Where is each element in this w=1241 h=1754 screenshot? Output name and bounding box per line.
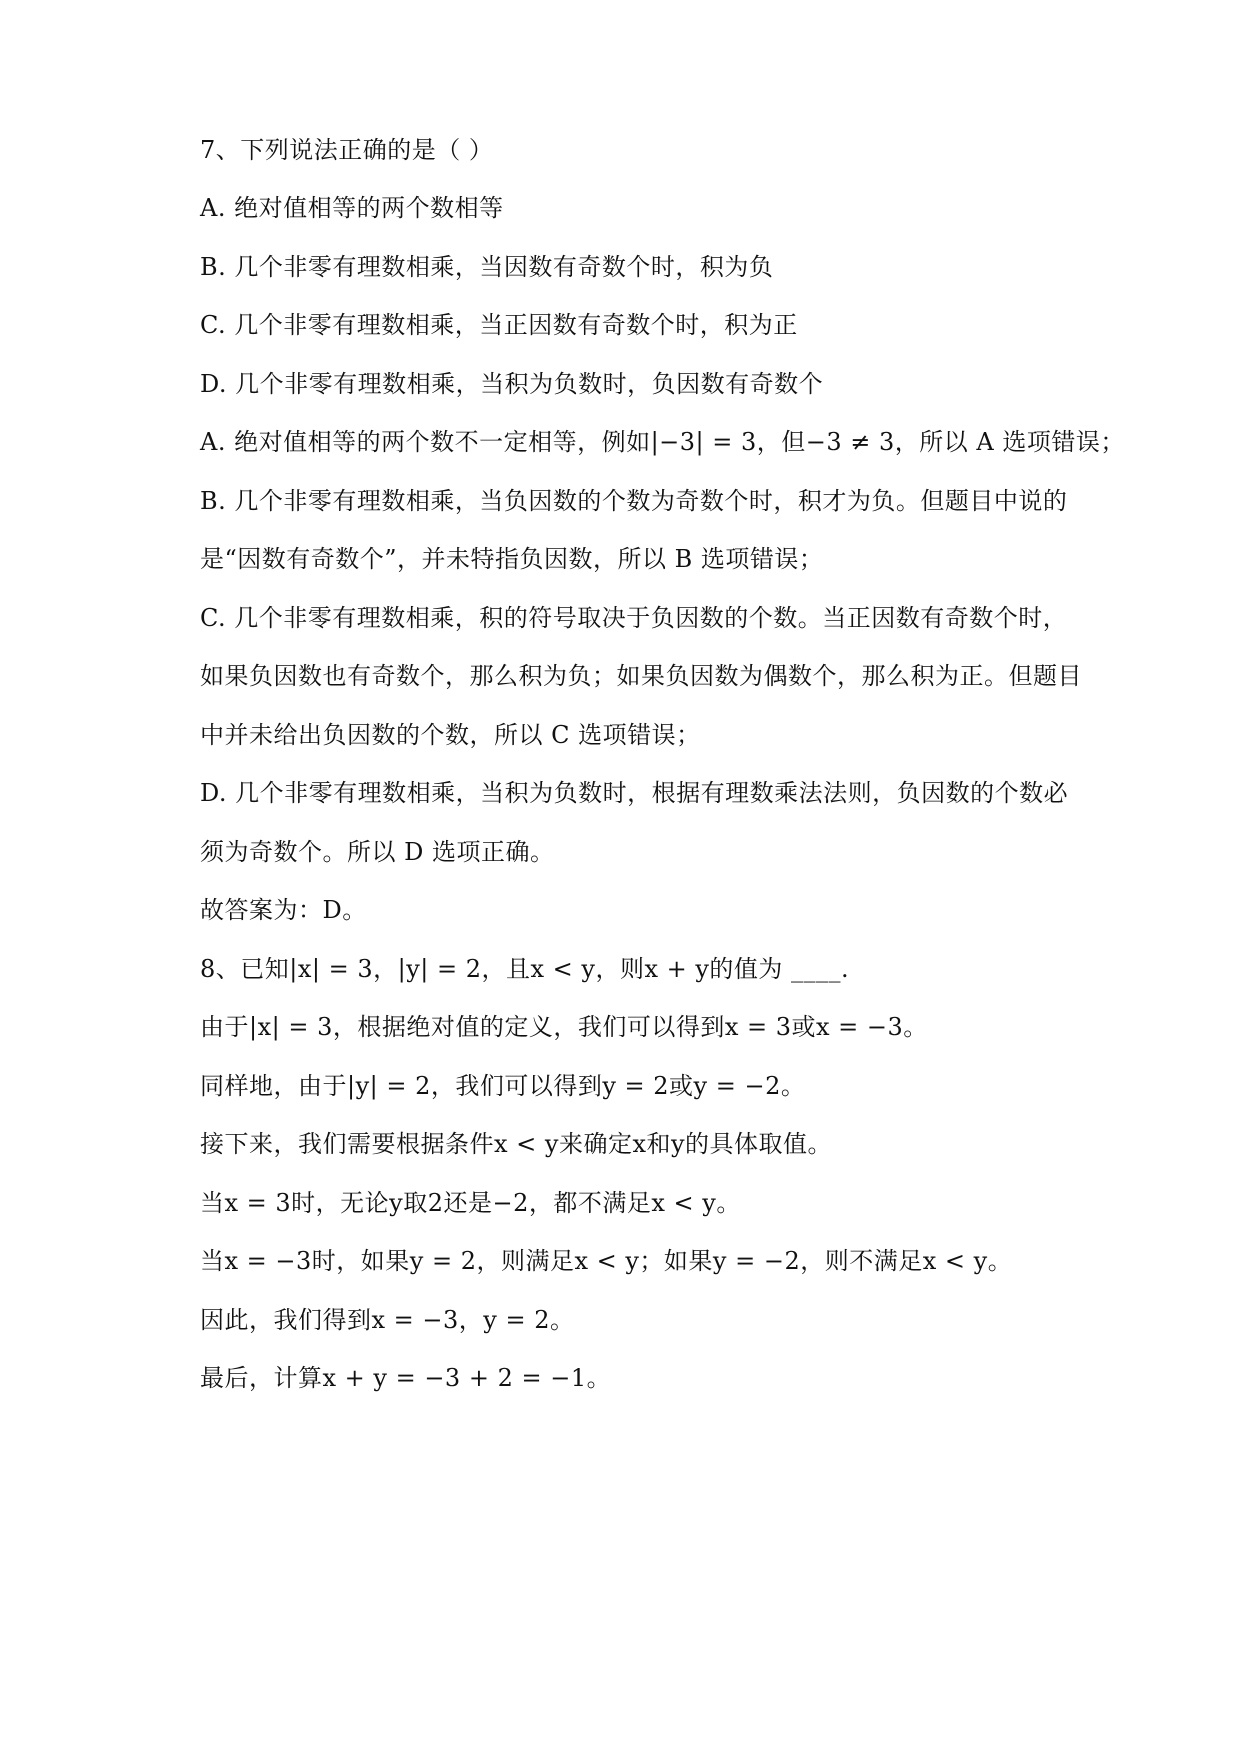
- solution-step-6: 因此，我们得到x = −3，y = 2。: [200, 1306, 575, 1334]
- explanation-c-line-1: C. 几个非零有理数相乘，积的符号取决于负因数的个数。当正因数有奇数个时，: [200, 604, 1068, 632]
- solution-step-3: 接下来，我们需要根据条件x < y来确定x和y的具体取值。: [200, 1130, 833, 1158]
- question-8-stem: 8、已知|x| = 3，|y| = 2，且x < y，则x + y的值为 ____.: [200, 955, 850, 983]
- question-7-stem: 7、下列说法正确的是（ ）: [200, 136, 494, 164]
- question-7-option-a: A. 绝对值相等的两个数相等: [200, 194, 504, 222]
- explanation-d-line-1: D. 几个非零有理数相乘，当积为负数时，根据有理数乘法法则，负因数的个数必: [200, 779, 1069, 807]
- solution-step-2: 同样地，由于|y| = 2，我们可以得到y = 2或y = −2。: [200, 1072, 806, 1100]
- explanation-c-line-2: 如果负因数也有奇数个，那么积为负；如果负因数为偶数个，那么积为正。但题目: [200, 662, 1082, 690]
- explanation-b-line-1: B. 几个非零有理数相乘，当负因数的个数为奇数个时，积才为负。但题目中说的: [200, 487, 1068, 515]
- question-7-option-d: D. 几个非零有理数相乘，当积为负数时，负因数有奇数个: [200, 370, 824, 398]
- explanation-a: A. 绝对值相等的两个数不一定相等，例如|−3| = 3，但−3 ≠ 3，所以 A 选项错误；: [200, 428, 1125, 456]
- explanation-c-line-3: 中并未给出负因数的个数，所以 C 选项错误；: [200, 721, 701, 749]
- solution-step-4: 当x = 3时，无论y取2还是−2，都不满足x < y。: [200, 1189, 741, 1217]
- question-7-answer: 故答案为：D。: [200, 896, 367, 924]
- question-7-option-b: B. 几个非零有理数相乘，当因数有奇数个时，积为负: [200, 253, 774, 281]
- question-7-option-c: C. 几个非零有理数相乘，当正因数有奇数个时，积为正: [200, 311, 798, 339]
- explanation-d-line-2: 须为奇数个。所以 D 选项正确。: [200, 838, 555, 866]
- solution-step-1: 由于|x| = 3，根据绝对值的定义，我们可以得到x = 3或x = −3。: [200, 1013, 928, 1041]
- explanation-b-line-2: 是“因数有奇数个”，并未特指负因数，所以 B 选项错误；: [200, 545, 824, 573]
- solution-step-7: 最后，计算x + y = −3 + 2 = −1。: [200, 1364, 612, 1392]
- solution-step-5: 当x = −3时，如果y = 2，则满足x < y；如果y = −2，则不满足x < y。: [200, 1247, 1013, 1275]
